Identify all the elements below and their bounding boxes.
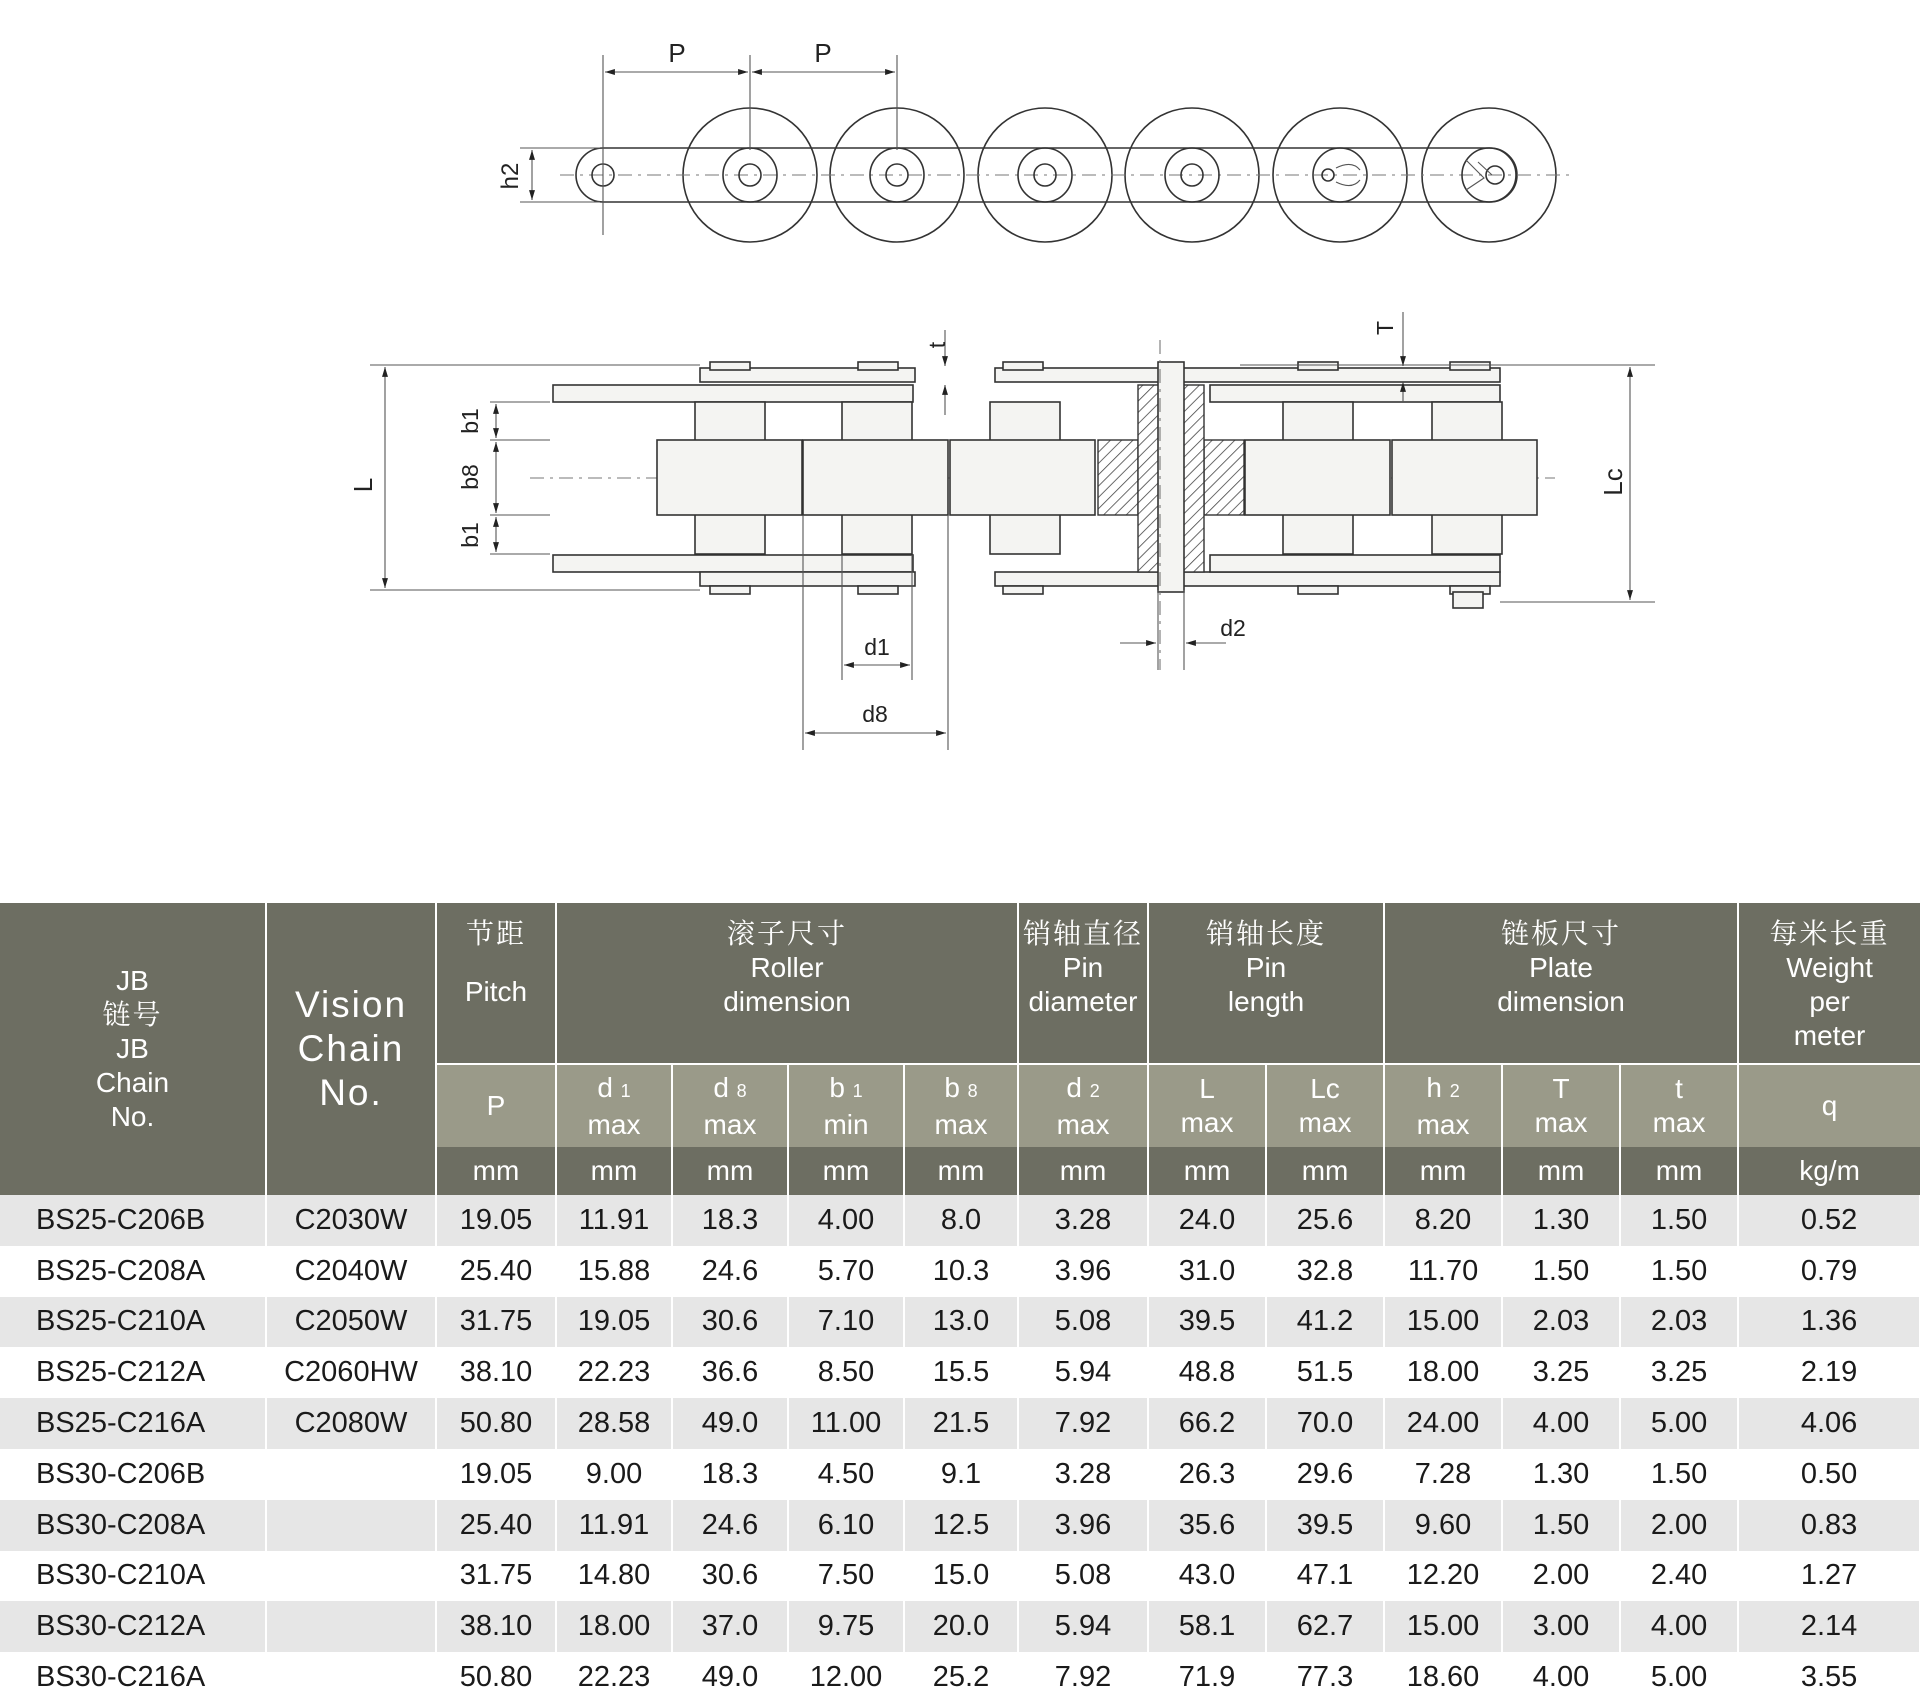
h2-label: h2	[497, 162, 524, 190]
value-cell: 1.50	[1620, 1449, 1738, 1500]
table-row	[0, 1347, 1920, 1398]
chain-number-cell: BS25-C210A	[0, 1297, 266, 1348]
value-cell: 3.96	[1018, 1246, 1148, 1297]
value-cell: 8.0	[904, 1195, 1018, 1246]
header-pitch: 节距 Pitch	[436, 903, 556, 1064]
unit-header: mm	[788, 1147, 904, 1195]
value-cell: 1.50	[1502, 1246, 1620, 1297]
value-cell: 49.0	[672, 1398, 788, 1449]
vision-number-cell: C2040W	[266, 1246, 436, 1297]
value-cell: 9.1	[904, 1449, 1018, 1500]
header-plate-dimension: 链板尺寸 Plate dimension	[1384, 903, 1738, 1064]
vision-number-cell: C2050W	[266, 1297, 436, 1348]
b8-label: b8	[457, 464, 483, 490]
value-cell: 71.9	[1148, 1652, 1266, 1703]
T-label: T	[1372, 320, 1398, 336]
value-cell: 2.19	[1738, 1347, 1920, 1398]
value-cell: 28.58	[556, 1398, 672, 1449]
vision-number-cell: C2030W	[266, 1195, 436, 1246]
value-cell: 2.03	[1502, 1297, 1620, 1348]
param-header: t max	[1620, 1064, 1738, 1147]
value-cell: 7.50	[788, 1551, 904, 1602]
value-cell: 4.00	[1502, 1652, 1620, 1703]
value-cell: 5.00	[1620, 1398, 1738, 1449]
param-subscript: 1	[620, 1080, 631, 1101]
value-cell: 38.10	[436, 1601, 556, 1652]
vision-number-cell	[266, 1449, 436, 1500]
table-row	[0, 1551, 1920, 1602]
value-cell: 15.0	[904, 1551, 1018, 1602]
value-cell: 47.1	[1266, 1551, 1384, 1602]
value-cell: 12.00	[788, 1652, 904, 1703]
roller-blocks	[657, 440, 1537, 515]
unit-header: mm	[1266, 1147, 1384, 1195]
value-cell: 4.50	[788, 1449, 904, 1500]
value-cell: 70.0	[1266, 1398, 1384, 1449]
unit-header: mm	[904, 1147, 1018, 1195]
param-header: T max	[1502, 1064, 1620, 1147]
param-header: q	[1738, 1064, 1920, 1147]
d8-label: d8	[862, 701, 888, 727]
value-cell: 24.6	[672, 1246, 788, 1297]
vision-number-cell: C2060HW	[266, 1347, 436, 1398]
value-cell: 4.00	[1502, 1398, 1620, 1449]
chain-number-cell: BS30-C210A	[0, 1551, 266, 1602]
param-header: d 2 max	[1018, 1064, 1148, 1147]
value-cell: 8.20	[1384, 1195, 1502, 1246]
value-cell: 3.00	[1502, 1601, 1620, 1652]
value-cell: 9.60	[1384, 1500, 1502, 1551]
L-label: L	[348, 477, 378, 493]
value-cell: 32.8	[1266, 1246, 1384, 1297]
b1-lower-label: b1	[457, 522, 483, 548]
vision-number-cell	[266, 1551, 436, 1602]
value-cell: 11.00	[788, 1398, 904, 1449]
param-header: b 8 max	[904, 1064, 1018, 1147]
table-row	[0, 1195, 1920, 1246]
vision-number-cell	[266, 1500, 436, 1551]
value-cell: 1.50	[1502, 1500, 1620, 1551]
t-label: t	[924, 341, 950, 349]
value-cell: 2.00	[1502, 1551, 1620, 1602]
d2-label: d2	[1220, 615, 1246, 641]
value-cell: 2.00	[1620, 1500, 1738, 1551]
param-subscript: 8	[736, 1080, 747, 1101]
value-cell: 18.3	[672, 1449, 788, 1500]
vision-number-cell	[266, 1652, 436, 1703]
table-row	[0, 1398, 1920, 1449]
value-cell: 24.6	[672, 1500, 788, 1551]
Lc-label: Lc	[1598, 468, 1628, 496]
table-row	[0, 1246, 1920, 1297]
value-cell: 15.88	[556, 1246, 672, 1297]
value-cell: 37.0	[672, 1601, 788, 1652]
value-cell: 0.83	[1738, 1500, 1920, 1551]
value-cell: 51.5	[1266, 1347, 1384, 1398]
value-cell: 22.23	[556, 1652, 672, 1703]
value-cell: 31.0	[1148, 1246, 1266, 1297]
unit-header: mm	[1148, 1147, 1266, 1195]
value-cell: 58.1	[1148, 1601, 1266, 1652]
value-cell: 0.79	[1738, 1246, 1920, 1297]
chain-number-cell: BS30-C216A	[0, 1652, 266, 1703]
header-jb-chain-no: JB 链号 JB Chain No.	[0, 903, 266, 1195]
value-cell: 31.75	[436, 1297, 556, 1348]
value-cell: 30.6	[672, 1551, 788, 1602]
value-cell: 50.80	[436, 1398, 556, 1449]
value-cell: 2.40	[1620, 1551, 1738, 1602]
value-cell: 3.55	[1738, 1652, 1920, 1703]
value-cell: 18.00	[556, 1601, 672, 1652]
chain-top-view	[497, 38, 1575, 242]
value-cell: 49.0	[672, 1652, 788, 1703]
param-header: L max	[1148, 1064, 1266, 1147]
param-subscript: 2	[1089, 1080, 1100, 1101]
value-cell: 24.00	[1384, 1398, 1502, 1449]
value-cell: 14.80	[556, 1551, 672, 1602]
value-cell: 7.92	[1018, 1398, 1148, 1449]
value-cell: 30.6	[672, 1297, 788, 1348]
value-cell: 22.23	[556, 1347, 672, 1398]
value-cell: 24.0	[1148, 1195, 1266, 1246]
value-cell: 31.75	[436, 1551, 556, 1602]
value-cell: 1.50	[1620, 1246, 1738, 1297]
value-cell: 48.8	[1148, 1347, 1266, 1398]
value-cell: 0.52	[1738, 1195, 1920, 1246]
value-cell: 9.00	[556, 1449, 672, 1500]
param-header: h 2 max	[1384, 1064, 1502, 1147]
header-weight-per-meter: 每米长重 Weight per meter	[1738, 903, 1920, 1064]
value-cell: 13.0	[904, 1297, 1018, 1348]
chain-number-cell: BS30-C206B	[0, 1449, 266, 1500]
header-roller-dimension: 滚子尺寸 Roller dimension	[556, 903, 1018, 1064]
pitch-label-1: P	[668, 38, 686, 68]
value-cell: 4.00	[788, 1195, 904, 1246]
value-cell: 18.00	[1384, 1347, 1502, 1398]
value-cell: 5.94	[1018, 1601, 1148, 1652]
value-cell: 18.3	[672, 1195, 788, 1246]
value-cell: 26.3	[1148, 1449, 1266, 1500]
unit-header: mm	[436, 1147, 556, 1195]
value-cell: 11.70	[1384, 1246, 1502, 1297]
value-cell: 10.3	[904, 1246, 1018, 1297]
value-cell: 39.5	[1266, 1500, 1384, 1551]
value-cell: 5.70	[788, 1246, 904, 1297]
value-cell: 12.20	[1384, 1551, 1502, 1602]
value-cell: 41.2	[1266, 1297, 1384, 1348]
table-row	[0, 1601, 1920, 1652]
value-cell: 11.91	[556, 1195, 672, 1246]
unit-header: mm	[1384, 1147, 1502, 1195]
value-cell: 15.00	[1384, 1297, 1502, 1348]
value-cell: 2.03	[1620, 1297, 1738, 1348]
value-cell: 36.6	[672, 1347, 788, 1398]
value-cell: 7.28	[1384, 1449, 1502, 1500]
unit-header: mm	[556, 1147, 672, 1195]
value-cell: 5.00	[1620, 1652, 1738, 1703]
param-header: P	[436, 1064, 556, 1147]
param-header: d 1 max	[556, 1064, 672, 1147]
value-cell: 1.36	[1738, 1297, 1920, 1348]
value-cell: 5.08	[1018, 1551, 1148, 1602]
param-header: d 8 max	[672, 1064, 788, 1147]
table-row	[0, 1297, 1920, 1348]
value-cell: 20.0	[904, 1601, 1018, 1652]
param-subscript: 8	[967, 1080, 978, 1101]
value-cell: 43.0	[1148, 1551, 1266, 1602]
value-cell: 0.50	[1738, 1449, 1920, 1500]
chain-number-cell: BS25-C206B	[0, 1195, 266, 1246]
chain-number-cell: BS25-C212A	[0, 1347, 266, 1398]
chain-number-cell: BS30-C212A	[0, 1601, 266, 1652]
value-cell: 19.05	[436, 1449, 556, 1500]
param-subscript: 1	[852, 1080, 863, 1101]
param-header: b 1 min	[788, 1064, 904, 1147]
value-cell: 25.2	[904, 1652, 1018, 1703]
value-cell: 7.92	[1018, 1652, 1148, 1703]
value-cell: 1.30	[1502, 1449, 1620, 1500]
value-cell: 77.3	[1266, 1652, 1384, 1703]
value-cell: 25.40	[436, 1246, 556, 1297]
spec-table-body	[0, 1195, 1920, 1703]
value-cell: 3.25	[1502, 1347, 1620, 1398]
value-cell: 8.50	[788, 1347, 904, 1398]
value-cell: 12.5	[904, 1500, 1018, 1551]
header-vision-chain-no: Vision Chain No.	[266, 903, 436, 1195]
value-cell: 2.14	[1738, 1601, 1920, 1652]
value-cell: 7.10	[788, 1297, 904, 1348]
pitch-label-2: P	[814, 38, 832, 68]
d1-label: d1	[864, 634, 890, 660]
value-cell: 29.6	[1266, 1449, 1384, 1500]
unit-header: mm	[1502, 1147, 1620, 1195]
spec-table	[0, 903, 1920, 1703]
value-cell: 19.05	[556, 1297, 672, 1348]
b1-upper-label: b1	[457, 408, 483, 434]
header-pin-length: 销轴长度 Pin length	[1148, 903, 1384, 1064]
unit-header: mm	[1018, 1147, 1148, 1195]
chain-number-cell: BS30-C208A	[0, 1500, 266, 1551]
value-cell: 3.28	[1018, 1449, 1148, 1500]
header-pin-diameter: 销轴直径 Pin diameter	[1018, 903, 1148, 1064]
value-cell: 3.28	[1018, 1195, 1148, 1246]
value-cell: 4.00	[1620, 1601, 1738, 1652]
vision-number-cell	[266, 1601, 436, 1652]
chain-section-view	[348, 312, 1655, 750]
value-cell: 66.2	[1148, 1398, 1266, 1449]
value-cell: 1.27	[1738, 1551, 1920, 1602]
param-subscript: 2	[1449, 1080, 1460, 1101]
table-row	[0, 1652, 1920, 1703]
value-cell: 25.40	[436, 1500, 556, 1551]
value-cell: 62.7	[1266, 1601, 1384, 1652]
chain-number-cell: BS25-C216A	[0, 1398, 266, 1449]
value-cell: 3.96	[1018, 1500, 1148, 1551]
value-cell: 18.60	[1384, 1652, 1502, 1703]
value-cell: 6.10	[788, 1500, 904, 1551]
value-cell: 35.6	[1148, 1500, 1266, 1551]
value-cell: 38.10	[436, 1347, 556, 1398]
value-cell: 1.30	[1502, 1195, 1620, 1246]
value-cell: 5.08	[1018, 1297, 1148, 1348]
value-cell: 4.06	[1738, 1398, 1920, 1449]
value-cell: 25.6	[1266, 1195, 1384, 1246]
value-cell: 19.05	[436, 1195, 556, 1246]
table-row	[0, 1449, 1920, 1500]
value-cell: 9.75	[788, 1601, 904, 1652]
value-cell: 50.80	[436, 1652, 556, 1703]
value-cell: 21.5	[904, 1398, 1018, 1449]
value-cell: 39.5	[1148, 1297, 1266, 1348]
vision-number-cell: C2080W	[266, 1398, 436, 1449]
table-row	[0, 1500, 1920, 1551]
value-cell: 5.94	[1018, 1347, 1148, 1398]
value-cell: 1.50	[1620, 1195, 1738, 1246]
unit-header: mm	[1620, 1147, 1738, 1195]
chain-number-cell: BS25-C208A	[0, 1246, 266, 1297]
param-header: Lc max	[1266, 1064, 1384, 1147]
unit-header: mm	[672, 1147, 788, 1195]
value-cell: 15.00	[1384, 1601, 1502, 1652]
value-cell: 3.25	[1620, 1347, 1738, 1398]
unit-header: kg/m	[1738, 1147, 1920, 1195]
value-cell: 15.5	[904, 1347, 1018, 1398]
value-cell: 11.91	[556, 1500, 672, 1551]
